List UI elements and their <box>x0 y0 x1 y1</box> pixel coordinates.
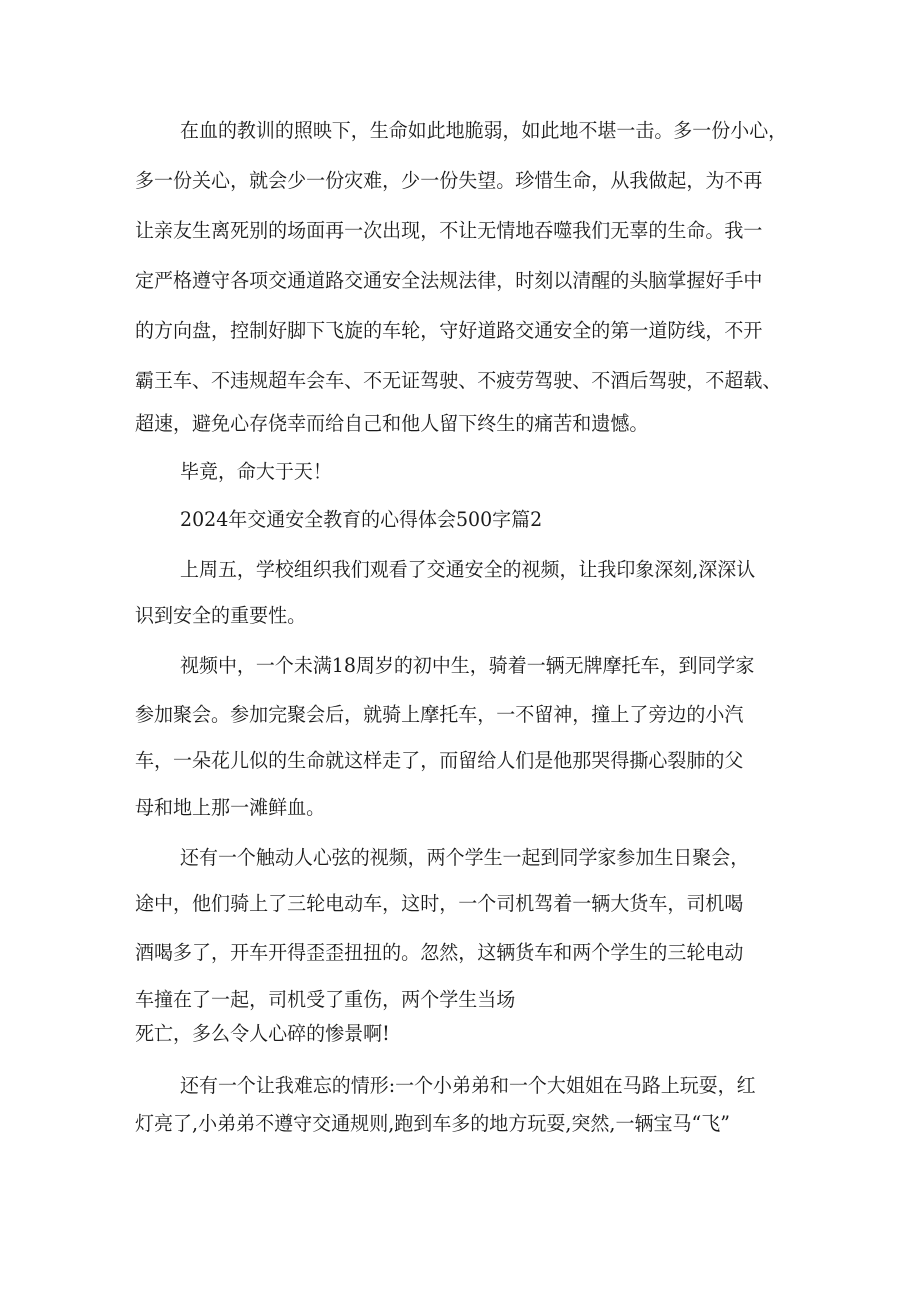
text-line: 母和地上那一滩鲜血。 <box>135 796 326 819</box>
section-heading: 2024年交通安全教育的心得体会500字篇2 <box>180 508 543 531</box>
text-line: 毕竟，命大于天！ <box>180 460 332 483</box>
text-line: 灯亮了,小弟弟不遵守交通规则,跑到车多的地方玩耍,突然,一辆宝马“飞” <box>135 1112 730 1135</box>
text-line: 让亲友生离死别的场面再一次出现，不让无情地吞噬我们无辜的生命。我一 <box>135 219 763 242</box>
text-line: 途中，他们骑上了三轮电动车，这时，一个司机驾着一辆大货车，司机喝 <box>135 892 744 915</box>
text-line: 酒喝多了，开车开得歪歪扭扭的。忽然，这辆货车和两个学生的三轮电动 <box>135 941 744 964</box>
text-line: 还有一个触动人心弦的视频，两个学生一起到同学家参加生日聚会， <box>180 846 750 869</box>
text-line: 车撞在了一起，司机受了重伤，两个学生当场 <box>135 988 516 1011</box>
text-line: 上周五，学校组织我们观看了交通安全的视频，让我印象深刻,深深认 <box>180 558 756 581</box>
text-line: 识到安全的重要性。 <box>135 604 307 627</box>
text-line: 视频中，一个未满18周岁的初中生，骑着一辆无牌摩托车，到同学家 <box>180 654 755 677</box>
text-line: 定严格遵守各项交通道路交通安全法规法律，时刻以清醒的头脑掌握好手中 <box>135 269 763 292</box>
text-line: 车，一朵花儿似的生命就这样走了，而留给人们是他那哭得撕心裂肺的父 <box>135 749 744 772</box>
text-line: 超速，避免心存侥幸而给自己和他人留下终生的痛苦和遗憾。 <box>135 412 649 435</box>
text-line: 还有一个让我难忘的情形:一个小弟弟和一个大姐姐在马路上玩耍，红 <box>180 1074 756 1097</box>
text-line: 死亡，多么令人心碎的惨景啊! <box>135 1022 390 1045</box>
text-line: 的方向盘，控制好脚下飞旋的车轮，守好道路交通安全的第一道防线，不开 <box>135 319 763 342</box>
text-line: 在血的教训的照映下，生命如此地脆弱，如此地不堪一击。多一份小心， <box>180 119 788 142</box>
text-line: 多一份关心，就会少一份灾难，少一份失望。珍惜生命，从我做起，为不再 <box>135 169 763 192</box>
text-line: 参加聚会。参加完聚会后，就骑上摩托车，一不留神，撞上了旁边的小汽 <box>135 703 744 726</box>
text-line: 霸王车、不违规超车会车、不无证驾驶、不疲劳驾驶、不酒后驾驶，不超载、 <box>135 369 782 392</box>
